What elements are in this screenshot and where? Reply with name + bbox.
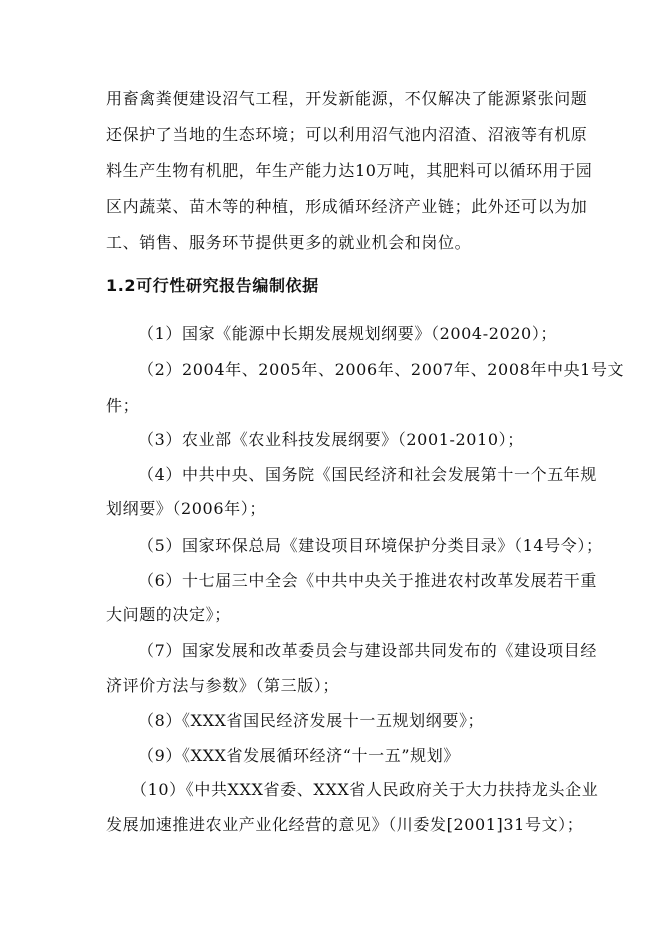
reference-1-line-1: （1）国家《能源中长期发展规划纲要》（2004-2020）；	[138, 324, 558, 343]
reference-3-line-1: （3）农业部《农业科技发展纲要》（2001-2010）；	[138, 430, 524, 449]
intro-line-5: 工、销售、服务环节提供更多的就业机会和岗位。	[106, 233, 472, 252]
reference-5-line-1: （5）国家环保总局《建设项目环境保护分类目录》（14号令）；	[138, 536, 603, 555]
reference-6-line-1: （6）十七届三中全会《中共中央关于推进农村改革发展若干重	[138, 571, 597, 590]
intro-line-2: 还保护了当地的生态环境；可以利用沼气池内沼渣、沼液等有机原	[106, 125, 588, 144]
section-heading: 1.2可行性研究报告编制依据	[106, 276, 319, 295]
reference-4-line-2: 划纲要》（2006年）；	[106, 499, 266, 518]
reference-7-line-1: （7）国家发展和改革委员会与建设部共同发布的《建设项目经	[138, 641, 597, 660]
intro-line-3: 料生产生物有机肥，年生产能力达10万吨，其肥料可以循环用于园	[106, 161, 593, 180]
intro-line-4: 区内蔬菜、苗木等的种植，形成循环经济产业链；此外还可以为加	[106, 197, 588, 216]
reference-4-line-1: （4）中共中央、国务院《国民经济和社会发展第十一个五年规	[138, 465, 597, 484]
reference-2-line-2: 件；	[106, 396, 140, 415]
intro-line-1: 用畜禽粪便建设沼气工程，开发新能源，不仅解决了能源紧张问题	[106, 89, 588, 108]
reference-10-line-1: （10）《中共XXX省委、XXX省人民政府关于大力扶持龙头企业	[131, 780, 599, 799]
reference-2-line-1: （2）2004年、2005年、2006年、2007年、2008年中央1号文	[138, 360, 625, 379]
reference-9-line-1: （9）《XXX省发展循环经济“十一五”规划》	[138, 746, 460, 765]
reference-6-line-2: 大问题的决定》；	[106, 605, 231, 624]
reference-7-line-2: 济评价方法与参数》（第三版）；	[106, 676, 340, 695]
reference-10-line-2: 发展加速推进农业产业化经营的意见》（川委发[2001]31号文）；	[106, 815, 584, 834]
reference-8-line-1: （8）《XXX省国民经济发展十一五规划纲要》；	[138, 711, 485, 730]
